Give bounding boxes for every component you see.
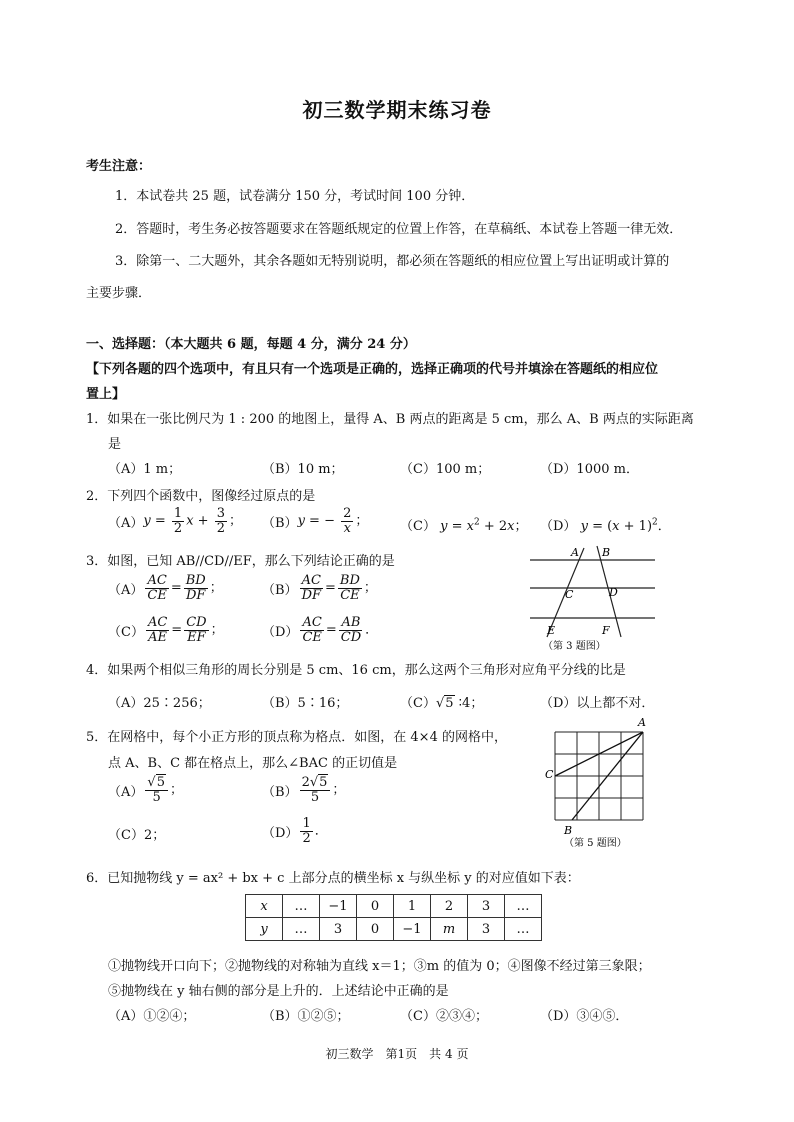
q3-option-c (108, 616, 224, 644)
q4-option-b: （B）5∶16； (262, 696, 349, 711)
q5-option-c: （C）2； (108, 828, 166, 843)
q3-option-b-formula: $\frac{AC}{DF}$ = $\frac{BD}{CE}$ ； (301, 573, 377, 603)
q2-option-c-label: （C） (400, 519, 436, 534)
notice-item-3b: 主要步骤． (86, 286, 152, 301)
q5-option-b (262, 776, 345, 804)
q5-option-b-label: （B） (262, 784, 298, 800)
page-title: 初三数学期末练习卷 (302, 98, 492, 122)
q2-option-c-formula: $y = x^2 + 2x$； (440, 517, 528, 534)
q3-stem: 3．如图，已知 AB//CD//EF，那么下列结论正确的是 (86, 554, 395, 569)
q6-stem: 6．已知抛物线 y = ax² + bx + c 上部分点的横坐标 x 与纵坐标 y 的对应值如下表： (86, 871, 580, 886)
q1-option-c: （C）100 m； (400, 462, 491, 477)
label-c: C (565, 588, 574, 601)
section-instruction-2: 置上】 (86, 387, 126, 402)
q3-option-d-formula: $\frac{AC}{CE}$ = $\frac{AB}{CD}$ ． (302, 615, 379, 645)
grid (555, 732, 643, 820)
q4-option-c-formula: √5 (435, 696, 454, 711)
q3-figure-caption: （第 3 题图） (543, 641, 606, 652)
q4-option-a: （A）25∶256； (108, 696, 211, 711)
q6-option-d: （D）③④⑤． (540, 1009, 629, 1024)
q1-option-b: （B）10 m； (262, 462, 344, 477)
table-cell: −1 (394, 918, 431, 941)
notice-item-1: 1．本试卷共 25 题，试卷满分 150 分，考试时间 100 分钟． (115, 189, 475, 204)
table-cell: 0 (357, 918, 394, 941)
q4-option-c (400, 692, 483, 711)
notice-item-2: 2．答题时，考生务必按答题要求在答题纸规定的位置上作答，在草稿纸、本试卷上答题一律无效． (115, 222, 683, 237)
table-cell: … (505, 918, 542, 941)
q2-option-c (400, 515, 528, 534)
section-instruction-1: 【下列各题的四个选项中，有且只有一个选项是正确的，选择正确项的代号并填涂在答题纸的相应位 (86, 362, 659, 377)
label-c: C (545, 768, 554, 781)
q6-option-a: （A）①②④； (108, 1009, 196, 1024)
table-cell: … (283, 895, 320, 918)
q2-option-d-formula: $y = (x + 1)^2$． (580, 517, 671, 534)
label-d: D (609, 586, 618, 599)
q1-option-d: （D）1000 m． (540, 462, 639, 477)
q6-option-c: （C）②③④； (400, 1009, 488, 1024)
q5-option-a (108, 776, 183, 804)
q5-figure (545, 712, 665, 852)
q2-option-d (540, 515, 671, 534)
q6-option-b: （B）①②⑤； (262, 1009, 350, 1024)
table-cell: −1 (320, 895, 357, 918)
q4-stem: 4．如果两个相似三角形的周长分别是 5 cm、16 cm，那么这两个三角形对应角平分线的比是 (86, 663, 626, 678)
table-cell: 1 (394, 895, 431, 918)
q6-statements-2: ⑤抛物线在 y 轴右侧的部分是上升的．上述结论中正确的是 (108, 984, 449, 999)
q3-option-d-label: （D） (262, 624, 299, 640)
q1-option-a: （A）1 m； (108, 462, 182, 477)
q3-option-a-label: （A） (108, 582, 144, 598)
q5-option-d-label: （D） (262, 825, 299, 841)
notice-heading: 考生注意： (86, 159, 152, 174)
table-cell: m (431, 918, 468, 941)
table-row-x (246, 895, 542, 918)
label-b: B (564, 824, 573, 837)
q2-option-d-label: （D） (540, 519, 577, 534)
table-row-y (246, 918, 542, 941)
table-cell: x (246, 895, 283, 918)
q2-stem: 2．下列四个函数中，图像经过原点的是 (86, 489, 316, 504)
value-table (245, 894, 542, 941)
q3-option-a (108, 574, 223, 602)
q3-option-b-label: （B） (262, 582, 298, 598)
q5-figure-caption: （第 5 题图） (564, 838, 627, 849)
table-cell: 2 (431, 895, 468, 918)
q3-figure (525, 540, 660, 655)
q1-stem: 1．如果在一张比例尺为 1 : 200 的地图上，量得 A、B 两点的距离是 5 cm，那么 A、B 两点的实际距离 (86, 412, 694, 427)
table-cell: 3 (468, 895, 505, 918)
q6-statements-1: ①抛物线开口向下；②抛物线的对称轴为直线 x＝1；③m 的值为 0；④图像不经过第三象限； (108, 959, 651, 974)
q5-option-b-formula: $\frac{2√5}{5}$ ； (301, 775, 346, 805)
table-cell: y (246, 918, 283, 941)
q2-option-b (262, 507, 368, 535)
q3-option-b (262, 574, 377, 602)
q5-stem: 5．在网格中，每个小正方形的顶点称为格点．如图，在 4×4 的网格中， (86, 730, 507, 745)
page-footer: 初三数学 第1页 共 4 页 (325, 1047, 469, 1061)
q2-option-a (108, 507, 242, 535)
q5-option-a-label: （A） (108, 784, 144, 800)
q4-option-d: （D）以上都不对． (540, 696, 655, 711)
label-f: F (602, 624, 610, 637)
label-b: B (602, 546, 611, 559)
q4-option-c-rest: ∶4； (458, 696, 484, 711)
q3-option-c-formula: $\frac{AC}{AE}$ = $\frac{CD}{EF}$ ； (147, 615, 224, 645)
table-cell: 3 (320, 918, 357, 941)
section-heading: 一、选择题：（本大题共 6 题，每题 4 分，满分 24 分） (86, 337, 416, 352)
label-e: E (547, 624, 556, 637)
q2-option-b-formula: y = − $\frac{2}{x}$ ； (297, 506, 369, 536)
table-cell: 0 (357, 895, 394, 918)
notice-item-3a: 3．除第一、二大题外，其余各题如无特别说明，都必须在答题纸的相应位置上写出证明或计算的 (115, 254, 670, 269)
label-a: A (571, 546, 579, 559)
q2-option-b-label: （B） (262, 515, 298, 531)
q5-stem-cont: 点 A、B、C 都在格点上，那么∠BAC 的正切值是 (108, 756, 398, 771)
q1-stem-cont: 是 (108, 437, 122, 452)
table-cell: … (505, 895, 542, 918)
q5-option-d (262, 817, 328, 845)
q3-option-c-label: （C） (108, 624, 144, 640)
q3-option-a-formula: $\frac{AC}{CE}$ = $\frac{BD}{DF}$ ； (147, 573, 223, 603)
q5-option-d-formula: $\frac{1}{2}$ ． (302, 816, 328, 846)
table-cell: 3 (468, 918, 505, 941)
q2-option-a-label: （A） (108, 515, 144, 531)
q3-option-d (262, 616, 378, 644)
label-a: A (638, 716, 646, 729)
q5-option-a-formula: $\frac{√5}{5}$ ； (147, 775, 183, 805)
table-cell: … (283, 918, 320, 941)
q4-option-c-label: （C） (400, 696, 436, 711)
q2-option-a-formula: y = $\frac{1}{2}$ x + $\frac{3}{2}$ ； (143, 506, 243, 536)
